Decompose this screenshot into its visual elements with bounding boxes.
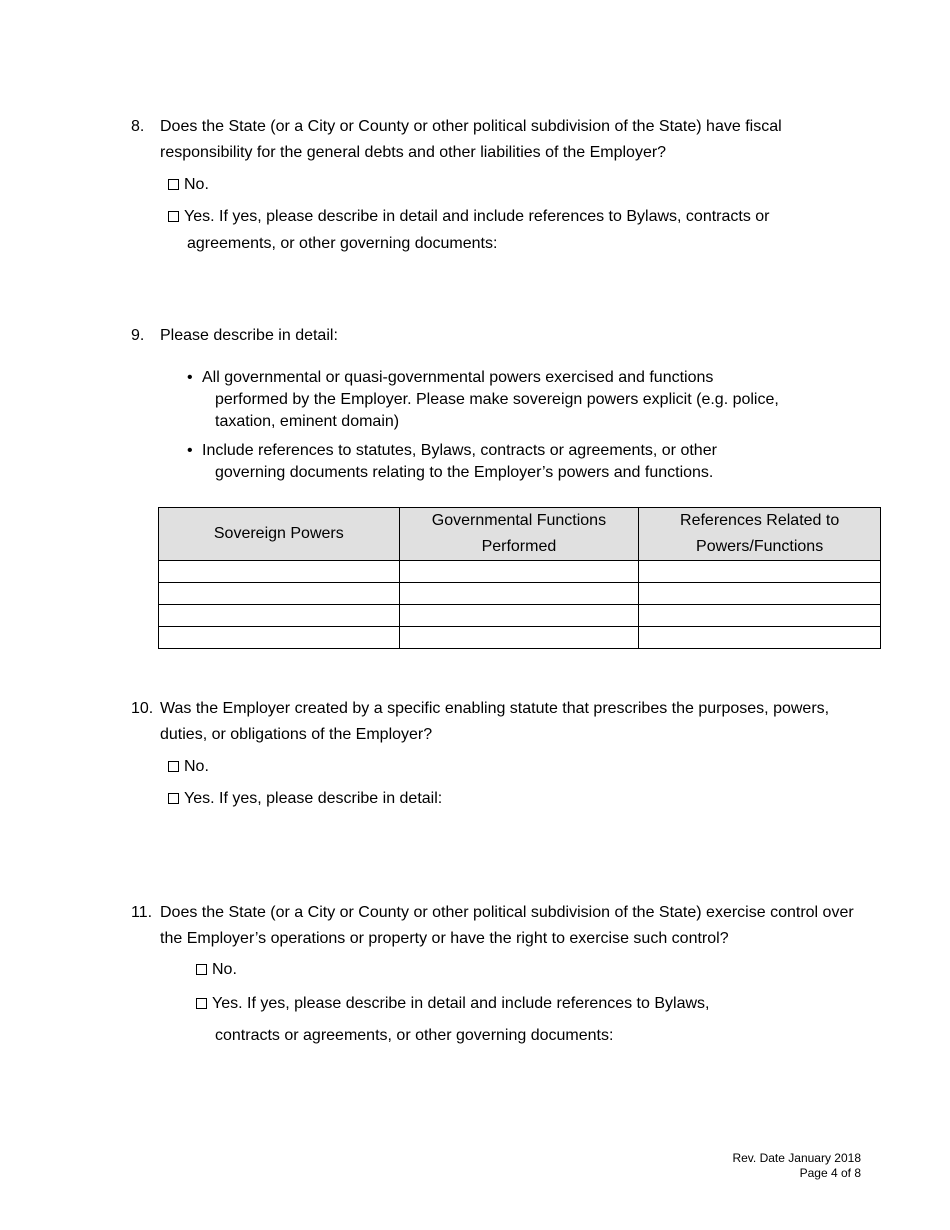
q9-bullet-1 bbox=[187, 367, 787, 433]
table-cell[interactable] bbox=[639, 583, 881, 605]
q9-bullet-2 bbox=[187, 440, 787, 484]
q11-option-no[interactable] bbox=[196, 956, 237, 983]
header-references bbox=[639, 508, 881, 561]
q9-bullet-1-line1: All governmental or quasi-governmental powers exercised and functions bbox=[202, 369, 714, 386]
question-8-number: 8. bbox=[131, 118, 145, 135]
q10-no-label: No. bbox=[184, 758, 209, 775]
q10-option-yes[interactable] bbox=[168, 785, 442, 812]
revision-date: Rev. Date January 2018 bbox=[732, 1151, 861, 1165]
header-sovereign-powers-label: Sovereign Powers bbox=[213, 525, 344, 542]
page-number: Page 4 of 8 bbox=[799, 1166, 861, 1180]
q11-yes-checkbox[interactable] bbox=[196, 998, 207, 1009]
table-row bbox=[159, 561, 881, 583]
q8-yes-label-line2: agreements, or other governing documents: bbox=[187, 235, 498, 252]
question-10-text: Was the Employer created by a specific enabling statute that prescribes the purposes, powers, duties, or obligations of the Employer? bbox=[160, 700, 830, 743]
q11-yes-label-line1: Yes. If yes, please describe in detail and include references to Bylaws, bbox=[212, 995, 710, 1012]
q9-bullet-2-line1: Include references to statutes, Bylaws, contracts or agreements, or other bbox=[202, 442, 717, 459]
header-governmental-functions-line1: Governmental Functions bbox=[431, 512, 607, 529]
question-11-text: Does the State (or a City or County or other political subdivision of the State) exercise control over the Employer’s operations or property or have the right to exercise such control? bbox=[160, 904, 854, 947]
q9-bullet-2-rest: governing documents relating to the Employer’s powers and functions. bbox=[215, 464, 714, 481]
q8-option-yes[interactable] bbox=[168, 203, 770, 257]
q10-yes-checkbox[interactable] bbox=[168, 793, 179, 804]
table-row bbox=[159, 583, 881, 605]
q8-yes-label-line1: Yes. If yes, please describe in detail and include references to Bylaws, contracts or bbox=[184, 208, 770, 225]
q11-yes-label-line2: contracts or agreements, or other governing documents: bbox=[215, 1027, 614, 1044]
question-8-text: Does the State (or a City or County or other political subdivision of the State) have fiscal responsibility for the general debts and other liabilities of the Employer? bbox=[160, 118, 782, 161]
q11-no-label: No. bbox=[212, 961, 237, 978]
table-cell[interactable] bbox=[399, 583, 639, 605]
header-governmental-functions bbox=[399, 508, 639, 561]
bullet-dot-icon: • bbox=[187, 442, 193, 459]
q10-option-no[interactable] bbox=[168, 753, 209, 780]
table-cell[interactable] bbox=[159, 561, 400, 583]
q9-bullet-1-rest: performed by the Employer. Please make sovereign powers explicit (e.g. police, taxation, eminent domain) bbox=[215, 391, 779, 430]
table-cell[interactable] bbox=[639, 561, 881, 583]
question-8 bbox=[131, 114, 871, 166]
table-cell[interactable] bbox=[159, 605, 400, 627]
table-cell[interactable] bbox=[159, 627, 400, 649]
question-9 bbox=[131, 323, 871, 349]
q9-bullet-list bbox=[187, 367, 787, 491]
header-sovereign-powers bbox=[159, 508, 400, 561]
table-row bbox=[159, 627, 881, 649]
page-footer bbox=[732, 1151, 861, 1181]
table-row bbox=[159, 605, 881, 627]
header-references-line2: Powers/Functions bbox=[696, 538, 824, 555]
table-cell[interactable] bbox=[639, 605, 881, 627]
question-11 bbox=[131, 900, 871, 952]
bullet-dot-icon: • bbox=[187, 369, 193, 386]
q11-no-checkbox[interactable] bbox=[196, 964, 207, 975]
table-cell[interactable] bbox=[159, 583, 400, 605]
header-governmental-functions-line2: Performed bbox=[481, 538, 557, 555]
question-11-number: 11. bbox=[131, 904, 153, 921]
q8-no-label: No. bbox=[184, 176, 209, 193]
question-10 bbox=[131, 696, 871, 748]
question-9-text: Please describe in detail: bbox=[160, 327, 338, 344]
header-references-line1: References Related to bbox=[680, 512, 840, 529]
powers-functions-table bbox=[158, 507, 881, 649]
q10-yes-label: Yes. If yes, please describe in detail: bbox=[184, 790, 443, 807]
q8-yes-checkbox[interactable] bbox=[168, 211, 179, 222]
question-10-number: 10. bbox=[131, 700, 154, 717]
q8-no-checkbox[interactable] bbox=[168, 179, 179, 190]
question-9-number: 9. bbox=[131, 327, 145, 344]
q10-no-checkbox[interactable] bbox=[168, 761, 179, 772]
table-cell[interactable] bbox=[639, 627, 881, 649]
table-cell[interactable] bbox=[399, 605, 639, 627]
table-cell[interactable] bbox=[399, 627, 639, 649]
table-header-row bbox=[159, 508, 881, 561]
q11-option-yes[interactable] bbox=[196, 988, 709, 1052]
table-cell[interactable] bbox=[399, 561, 639, 583]
q8-option-no[interactable] bbox=[168, 171, 209, 198]
